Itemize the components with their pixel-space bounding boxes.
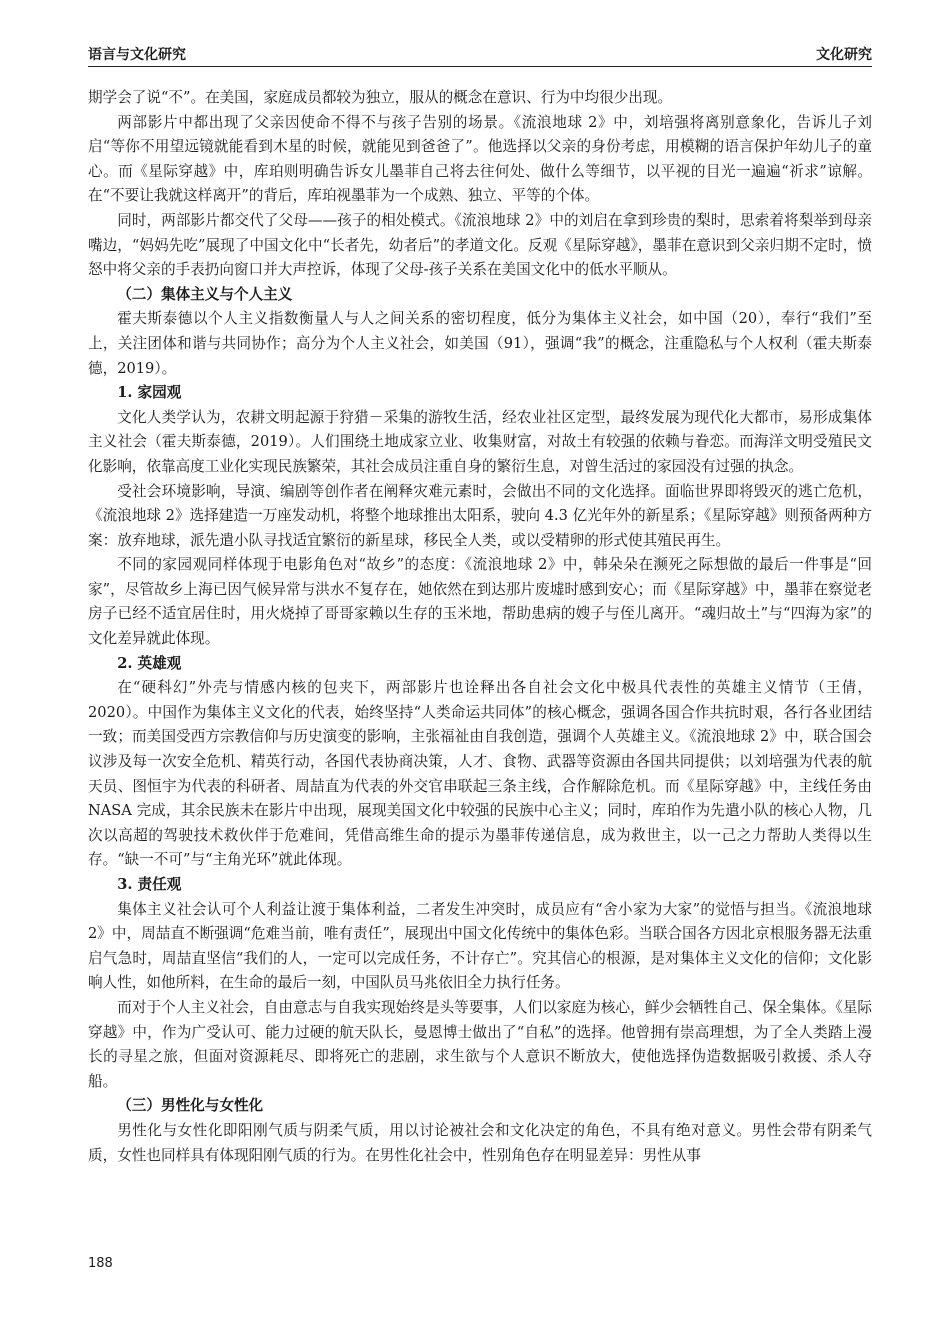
- section-heading-collectivism: （二）集体主义与个人主义: [117, 285, 293, 303]
- paragraph: 而对于个人主义社会，自由意志与自我实现始终是头等要事，人们以家庭为核心，鲜少会牺牲自己、保全集体。《星际穿越》中，作为广受认可、能力过硬的航天队长，曼恩博士做出了“自私”的选择。他曾拥有崇高理想，为了全人类踏上漫长的寻星之旅，但面对资源耗尽、即将死亡的悲剧，求生欲与个人意识不断放大，使他选择伪造数据吸引救援、杀人夺船。: [88, 998, 872, 1090]
- subheading-home: 1. 家园观: [117, 384, 182, 402]
- paragraph: 不同的家园观同样体现于电影角色对“故乡”的态度：《流浪地球 2》中，韩朵朵在濒死之际想做的最后一件事是“回家”，尽管故乡上海已因气候异常与洪水不复存在，她依然在到达那片废墟时感到安心；而《星际穿越》中，墨菲在察觉老房子已经不适宜居住时，用火烧掉了哥哥家赖以生存的玉米地，帮助患病的嫂子与侄儿离开。“魂归故土”与“四海为家”的文化差异就此体现。: [88, 556, 872, 648]
- paragraph: 受社会环境影响，导演、编剧等创作者在阐释灾难元素时，会做出不同的文化选择。面临世界即将毁灭的逃亡危机，《流浪地球 2》选择建造一万座发动机，将整个地球推出太阳系，驶向 4.3 亿光年外的新星系；《星际穿越》则预备两种方案：放弃地球，派先遣小队寻找适宜繁衍的新星球，移民全人类，或以受精卵的形式使其殖民再生。: [88, 482, 872, 549]
- paragraph: 文化人类学认为，农耕文明起源于狩猎－采集的游牧生活，经农业社区定型，最终发展为现代化大都市，易形成集体主义社会（霍夫斯泰德，2019）。人们围绕土地成家立业、收集财富，对故土有较强的依赖与眷恋。而海洋文明受殖民文化影响，依靠高度工业化实现民族繁荣，其社会成员注重自身的繁衍生息，对曾生活过的家园没有过强的执念。: [88, 408, 872, 475]
- paragraph: 同时，两部影片都交代了父母——孩子的相处模式。《流浪地球 2》中的刘启在拿到珍贵的梨时，思索着将梨举到母亲嘴边，“妈妈先吃”展现了中国文化中“长者先，幼者后”的孝道文化。反观《星际穿越》，墨菲在意识到父亲归期不定时，愤怒中将父亲的手表扔向窗口并大声控诉，体现了父母-孩子关系在美国文化中的低水平顺从。: [88, 211, 872, 279]
- running-header: [88, 40, 872, 67]
- section-title: 文化研究: [816, 47, 872, 63]
- paragraph: 霍夫斯泰德以个人主义指数衡量人与人之间关系的密切程度，低分为集体主义社会，如中国（20），奉行“我们”至上，关注团体和谐与共同协作；高分为个人主义社会，如美国（91），强调“我”的概念，注重隐私与个人权利（霍夫斯泰德，2019）。: [88, 310, 872, 377]
- article-body: [88, 86, 872, 1168]
- subheading-hero: 2. 英雄观: [117, 654, 182, 672]
- paragraph: 期学会了说“不”。在美国，家庭成员都较为独立，服从的概念在意识、行为中均很少出现。: [88, 89, 673, 106]
- subheading-duty: 3. 责任观: [117, 876, 182, 893]
- paragraph: 集体主义社会认可个人利益让渡于集体利益，二者发生冲突时，成员应有“舍小家为大家”的觉悟与担当。《流浪地球 2》中，周喆直不断强调“危难当前，唯有责任”，展现出中国文化传统中的集体色彩。当联合国各方因北京根服务器无法重启气急时，周喆直坚信“我们的人，一定可以完成任务，不计存亡”。究其信心的根源，是对集体主义文化的信仰；文化影响人性，如他所料，在生命的最后一刻，中国队员马兆依旧全力执行任务。: [88, 900, 872, 992]
- section-heading-gender: （三）男性化与女性化: [117, 1097, 264, 1115]
- paragraph: 男性化与女性化即阳刚气质与阴柔气质，用以讨论被社会和文化决定的角色，不具有绝对意义。男性会带有阴柔气质，女性也同样具有体现阳刚气质的行为。在男性化社会中，性别角色存在明显差异：男性从事: [88, 1121, 872, 1164]
- page-number: 188: [88, 1256, 113, 1271]
- journal-title: 语言与文化研究: [88, 47, 186, 63]
- paragraph: 在“硬科幻”外壳与情感内核的包夹下，两部影片也诠释出各自社会文化中极具代表性的英雄主义情节（王倩，2020）。中国作为集体主义文化的代表，始终坚持“人类命运共同体”的核心概念，强调各国合作共抗时艰，各行各业团结一致；而美国受西方宗教信仰与历史演变的影响，主张福祉由自我创造，强调个人英雄主义。《流浪地球 2》中，联合国会议涉及每一次安全危机、精英行动，各国代表协商决策，人才、食物、武器等资源由各国共同提供；以刘培强为代表的航天员、图恒宇为代表的科研者、周喆直为代表的外交官串联起三条主线，合作解除危机。而《星际穿越》中，主线任务由 NASA 完成，其余民族未在影片中出现，展现美国文化中较强的民族中心主义；同时，库珀作为先遣小队的核心人物，几次以高超的驾驶技术救伙伴于危难间，凭借高维生命的提示为墨菲传递信息，成为救世主，以一己之力帮助人类得以生存。“缺一不可”与“主角光环”就此体现。: [88, 679, 872, 869]
- paragraph: 两部影片中都出现了父亲因使命不得不与孩子告别的场景。《流浪地球 2》中，刘培强将离别意象化，告诉儿子刘启“等你不用望远镜就能看到木星的时候，就能见到爸爸了”。他选择以父亲的身份考虑，用模糊的语言保护年幼儿子的童心。而《星际穿越》中，库珀则明确告诉女儿墨菲自己将去往何处、做什么等细节，以平视的目光一遍遍“祈求”谅解。在“不要让我就这样离开”的背后，库珀视墨菲为一个成熟、独立、平等的个体。: [88, 113, 872, 205]
